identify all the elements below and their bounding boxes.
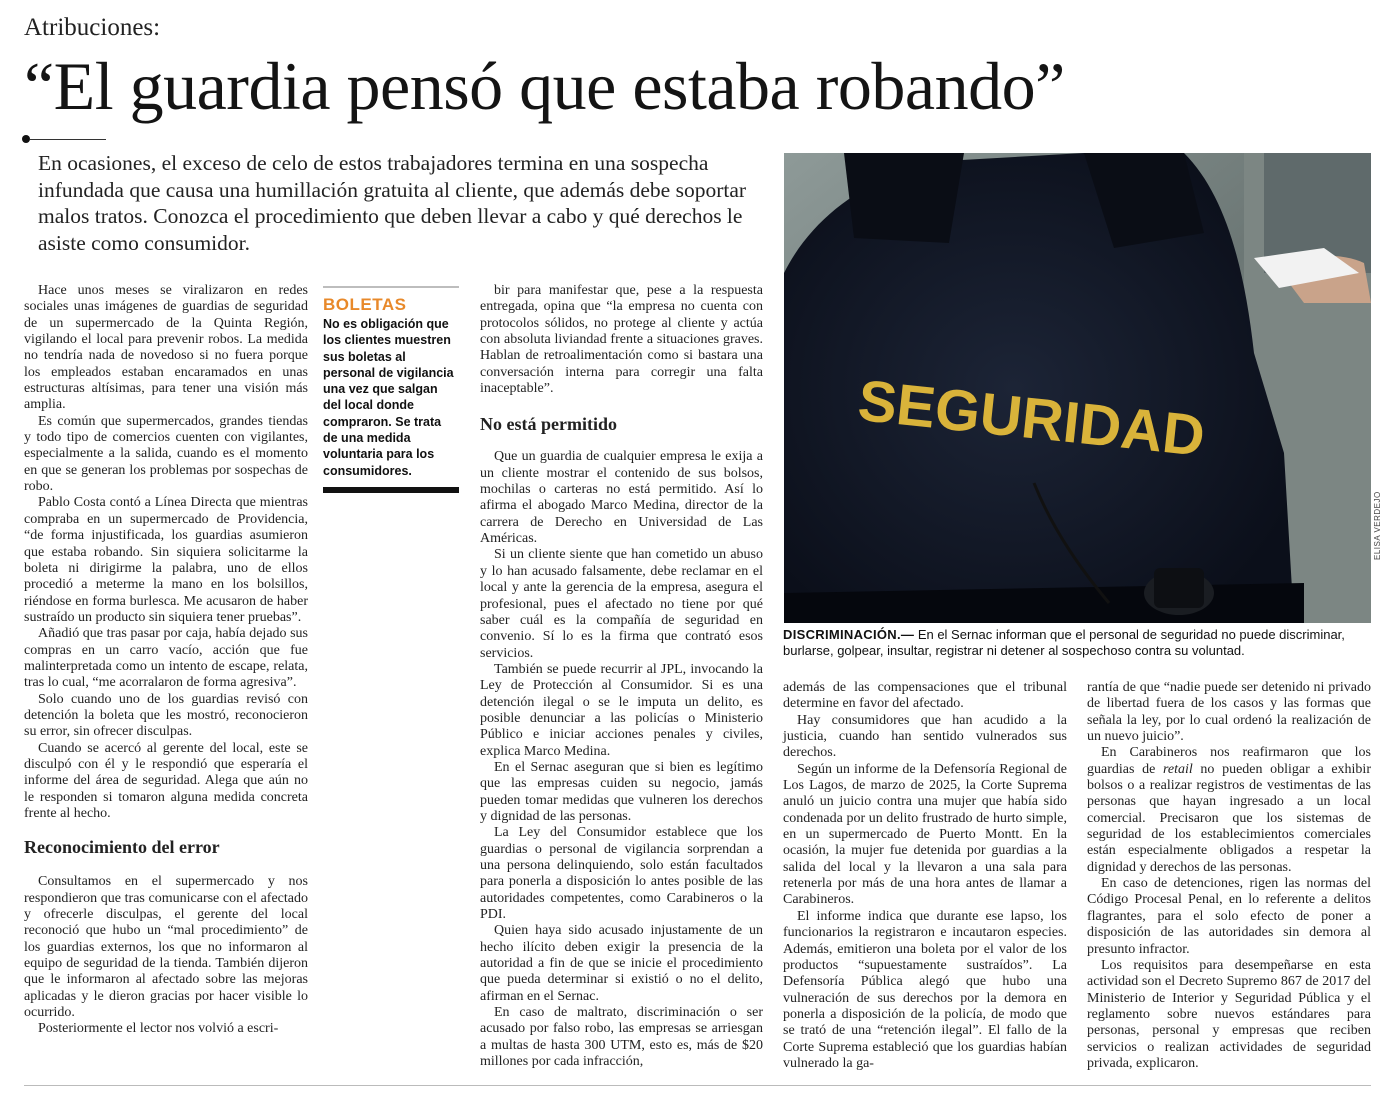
paragraph: En el Sernac aseguran que si bien es legítimo que las empresas cuiden su negocio, jamás pueden tomar medidas que vulneren los derechos y dignidad de las personas. [480, 759, 763, 824]
paragraph [1087, 745, 1371, 876]
paragraph: Que un guardia de cualquier empresa le exija a un cliente mostrar el contenido de sus bolsos, mochilas o carteras no está permitido. Así lo afirma el abogado Marco Medina, director de la carrera de Derecho en Universidad de Las Américas. [480, 449, 763, 547]
photo-caption [783, 627, 1373, 659]
paragraph: La Ley del Consumidor establece que los guardias o personal de vigilancia sorprendan a una persona delinquiendo, solo están facultados para ponerla a disposición lo antes posible de las autoridades competentes, como Carabineros o la PDI. [480, 825, 763, 923]
paragraph: Según un informe de la Defensoría Regional de Los Lagos, de marzo de 2025, la Corte Suprema anuló un juicio contra una mujer que había sido condenada por un delito frustrado de hurto simple, en un supermercado de Puerto Montt. En la ocasión, la mujer fue detenida por guardias a la salida del local y la llevaron a una sala para retenerla por más de una hora antes de llamar a Carabineros. [783, 761, 1067, 908]
article-column-2 [480, 283, 763, 1070]
text-run: En Carabineros nos reafirmaron que los guardias de [1087, 745, 1371, 777]
text-run-italic: retail [1162, 761, 1193, 777]
paragraph: Posteriormente el lector nos volvió a escri- [38, 1021, 279, 1037]
bullet-dot-icon [22, 135, 30, 143]
paragraph: El informe indica que durante ese lapso, los funcionarios la registraron e incautaron especies. Además, emitieron una boleta por el valor de los productos “supuestamente sustraídos”. La Defensoría Pública alegó que hubo una vulneración de sus derechos por la demora en ponerla a disposición de la policía, de modo que se trató de una “retención ilegal”. El fallo de la Corte Suprema estableció que los guardias habían vulnerado la ga- [783, 908, 1067, 1071]
paragraph: Quien haya sido acusado injustamente de un hecho ilícito deben exigir la presencia de la autoridad a fin de que se inicie el procedimiento que pueda determinar si existió o no el delito, afirman en el Sernac. [480, 923, 763, 1004]
lead-paragraph: En ocasiones, el exceso de celo de estos trabajadores termina en una sospecha infundada que causa una humillación gratuita al cliente, que además debe soportar malos tratos. Conozca el procedimiento que deben llevar a cabo y qué derechos le asiste como consumidor. [38, 151, 747, 255]
divider [30, 139, 106, 140]
article-column-4 [1087, 680, 1371, 1072]
paragraph: También se puede recurrir al JPL, invocando la Ley de Protección al Consumidor. Si es una detención ilegal o se le imputa un delito, es posible denunciar a las policías o Ministerio Público e iniciar acciones penales y civiles, explica Marco Medina. [480, 661, 763, 759]
section-heading: No está permitido [480, 414, 617, 435]
kicker: Atribuciones: [24, 14, 161, 41]
sidebar-bar [323, 487, 459, 493]
paragraph: Es común que supermercados, grandes tiendas y todo tipo de comercios cuenten con vigilantes, especialmente a la salida, cuando es el momento en que se generan los problemas por sospechas de robo. [24, 413, 308, 495]
headline: “El guardia pensó que estaba robando” [24, 48, 1065, 124]
section-heading: Reconocimiento del error [24, 837, 220, 858]
sidebar-label: BOLETAS [323, 295, 407, 314]
sidebar-box [323, 286, 459, 493]
paragraph: además de las compensaciones que el tribunal determine en favor del afectado. [783, 680, 1067, 712]
paragraph: bir para manifestar que, pese a la respuesta entregada, opina que “la empresa no cuenta con protocolos sólidos, no protege al cliente y actúa con absoluta liviandad frente a situaciones graves. Hablan de retroalimentación como si bastara una conversación interna para corregir una falta inaceptable”. [480, 283, 763, 397]
paragraph: Si un cliente siente que han cometido un abuso y lo han acusado falsamente, debe reclamar en el local y ante la gerencia de la empresa, asegura el profesional, pues el afectado no tiene por qué saber cuál es la compañía de seguridad en convenio. Sí lo es la firma que contrató esos servicios. [480, 547, 763, 661]
paragraph: Añadió que tras pasar por caja, había dejado sus compras en un carro vacío, acción que fue malinterpretada como un intento de escape, relata, tras lo cual, “me acorralaron de forma agresiva”. [24, 626, 308, 691]
paragraph: Hace unos meses se viralizaron en redes sociales unas imágenes de guardias de seguridad de un supermercado de la Quinta Región, vigilando el local para prevenir robos. La medida no tendría nada de novedoso si no fuera porque los empleados estaban encaramados en unas estructuras altísimas, para tener una visión más amplia. [24, 283, 308, 413]
caption-text: En el Sernac informan que el personal de seguridad no puede discriminar, burlarse, golpear, insultar, registrar ni detener al sospechoso contra su voluntad. [783, 627, 1345, 658]
bottom-divider [24, 1085, 1371, 1086]
photo-credit: ELISA VERDEJO [1373, 491, 1382, 560]
photo [784, 153, 1371, 623]
paragraph: Los requisitos para desempeñarse en esta actividad son el Decreto Supremo 867 de 2017 del Ministerio de Interior y Seguridad Pública y el reglamento sobre nuevos estándares para personas, personal y empresas que reciben servicios o realizan actividades de seguridad privada, explicaron. [1087, 957, 1371, 1071]
seguridad-patch: SEGURIDAD [854, 367, 1208, 469]
text-run: no pueden obligar a exhibir bolsos o a realizar registros de vestimentas de las personas que hayan ingresado a un local comercial. Precisaron que los sistemas de seguridad de los establecimientos comerciales están especialmente obligados a respetar la dignidad y derechos de las personas. [1087, 761, 1371, 875]
paragraph: Consultamos en el supermercado y nos respondieron que tras comunicarse con el afectado y ofrecerle disculpas, el gerente del local reconoció que hubo un “mal procedimiento” de los guardias externos, los que no informaron al equipo de seguridad de la tienda. También dijeron que le informaron al afectado sobre las mejoras aplicadas y le dieron gracias por hacer visible lo ocurrido. [24, 874, 308, 1021]
article-column-3 [783, 680, 1067, 1072]
paragraph: Cuando se acercó al gerente del local, este se disculpó con él y le respondió que esperaría el informe del área de seguridad. Alega que aún no le responden si tomaron alguna medida concreta frente al hecho. [24, 740, 308, 821]
article-column-1 [24, 283, 308, 1038]
paragraph: Hay consumidores que han acudido a la justicia, cuando han sentido vulnerados sus derechos. [783, 712, 1067, 761]
sidebar-text: No es obligación que los clientes muestren sus boletas al personal de vigilancia una vez que salgan del local donde compraron. Se trata de una medida voluntaria para los consumidores. [323, 317, 454, 478]
paragraph: Pablo Costa contó a Línea Directa que mientras compraba en un supermercado de Providencia, “de forma injustificada, los guardias asumieron que estaba robando. Sin siquiera solicitarme la boleta ni dirigirme la palabra, uno de ellos procedió a meterme la mano en los bolsillos, riéndose en forma burlesca. Me acusaron de haber sustraído un producto sin siquiera tener pruebas”. [24, 495, 308, 625]
paragraph: rantía de que “nadie puede ser detenido ni privado de libertad fuera de los casos y las formas que señala la ley, por lo cual ordenó la realización de un nuevo juicio”. [1087, 680, 1371, 745]
security-guard-photo [784, 153, 1371, 623]
paragraph: En caso de maltrato, discriminación o ser acusado por falso robo, las empresas se arriesgan a multas de hasta 300 UTM, esto es, más de $20 millones por cada infracción, [480, 1005, 763, 1070]
paragraph: En caso de detenciones, rigen las normas del Código Procesal Penal, en lo referente a delitos flagrantes, para el solo efecto de poner a disposición de las autoridades sin demora al presunto infractor. [1087, 876, 1371, 957]
caption-label: DISCRIMINACIÓN.— [783, 627, 915, 642]
paragraph: Solo cuando uno de los guardias revisó con detención la boleta que les mostró, reconocieron su error, sin ofrecer disculpas. [24, 691, 308, 740]
